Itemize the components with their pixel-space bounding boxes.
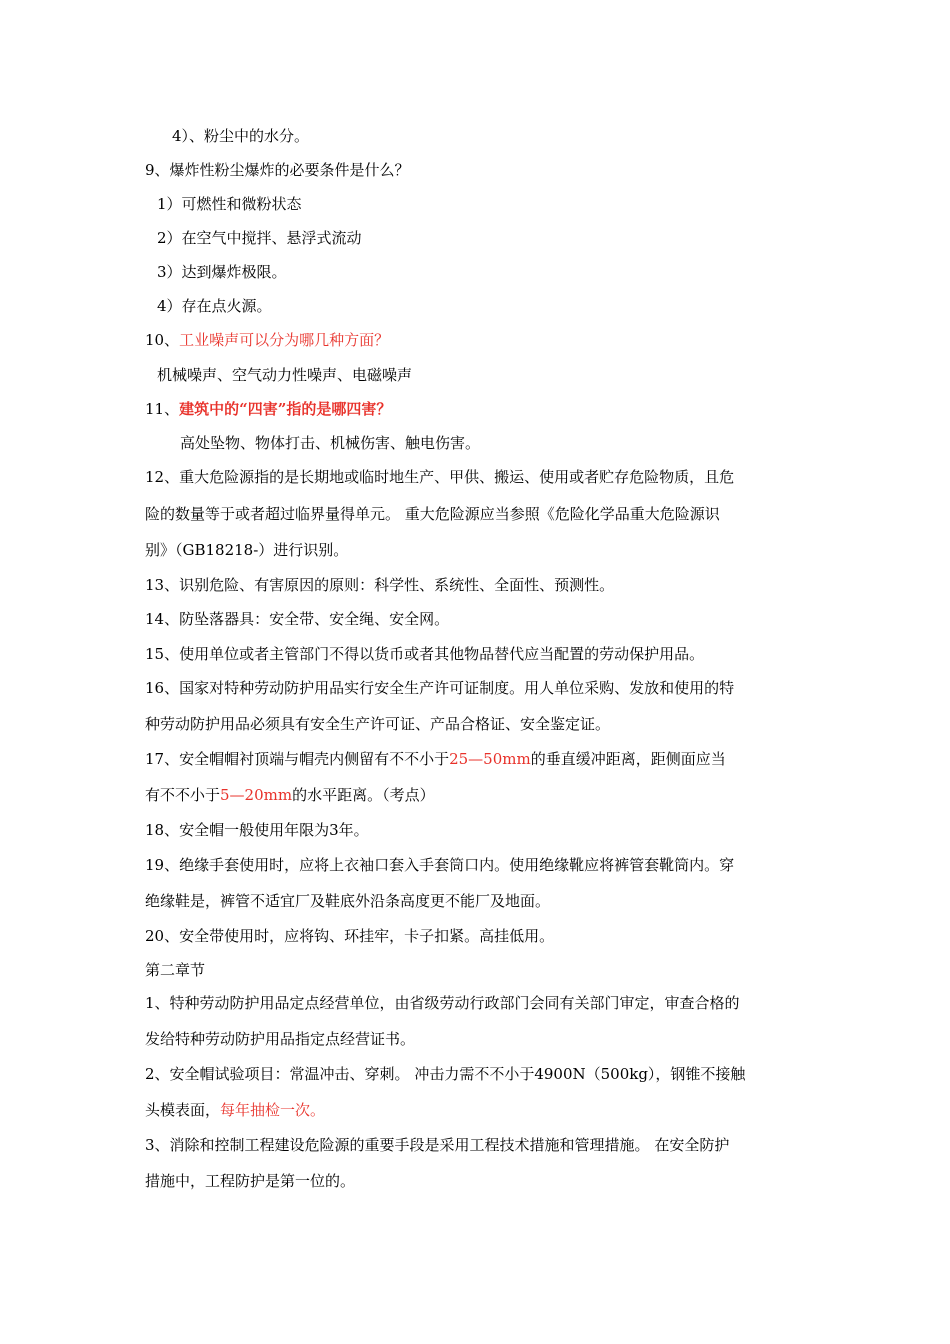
paragraph-line: 发给特种劳动防护用品指定点经营证书。 <box>145 1030 416 1048</box>
text-segment: 有不不小于 <box>145 786 221 804</box>
answer-line: 3）达到爆炸极限。 <box>157 263 287 281</box>
highlighted-value: 25—50mm <box>449 750 531 768</box>
paragraph-line: 措施中，工程防护是第一位的。 <box>145 1172 356 1190</box>
highlighted-question: 工业噪声可以分为哪几种方面？ <box>179 331 390 349</box>
paragraph-line: 20、安全带使用时，应将钩、环挂牢，卡子扣紧。高挂低用。 <box>145 927 555 945</box>
text-segment: 头模表面， <box>145 1101 221 1119</box>
highlighted-question: 建筑中的“四害”指的是哪四害？ <box>179 400 392 418</box>
answer-line: 4）存在点火源。 <box>157 297 272 315</box>
text-segment: 的垂直缓冲距离，距侧面应当 <box>530 750 726 768</box>
paragraph-line: 14、防坠落器具：安全带、安全绳、安全网。 <box>145 610 450 628</box>
question-line <box>145 399 391 419</box>
paragraph-line: 绝缘鞋是，裤管不适宜厂及鞋底外沿条高度更不能厂及地面。 <box>145 892 551 910</box>
highlighted-value: 5—20mm <box>220 786 293 804</box>
answer-line: 4）、粉尘中的水分。 <box>172 127 310 145</box>
paragraph-line: 19、绝缘手套使用时，应将上衣袖口套入手套筒口内。使用绝缘靴应将裤管套靴筒内。穿 <box>145 856 735 874</box>
item-number: 11、 <box>145 400 180 418</box>
paragraph-line: 1、特种劳动防护用品定点经营单位，由省级劳动行政部门会同有关部门审定，审查合格的 <box>145 994 740 1012</box>
answer-line: 机械噪声、空气动力性噪声、电磁噪声 <box>157 366 413 384</box>
paragraph-line: 18、安全帽一般使用年限为3年。 <box>145 821 369 839</box>
paragraph-line: 16、国家对特种劳动防护用品实行安全生产许可证制度。用人单位采购、发放和使用的特 <box>145 679 735 697</box>
paragraph-line: 别》（GB18218-）进行识别。 <box>145 541 349 559</box>
highlighted-value: 每年抽检一次。 <box>220 1101 326 1119</box>
paragraph-line: 15、使用单位或者主管部门不得以货币或者其他物品替代应当配置的劳动保护用品。 <box>145 645 705 663</box>
answer-line: 2）在空气中搅拌、悬浮式流动 <box>157 229 362 247</box>
item-number: 10、 <box>145 331 180 349</box>
section-heading: 第二章节 <box>145 961 206 979</box>
paragraph-line <box>145 785 435 805</box>
paragraph-line: 12、重大危险源指的是长期地或临时地生产、甲供、搬运、使用或者贮存危险物质，且危 <box>145 468 735 486</box>
paragraph-line: 13、识别危险、有害原因的原则：科学性、系统性、全面性、预测性。 <box>145 576 615 594</box>
text-segment: 17、安全帽帽衬顶端与帽壳内侧留有不不小于 <box>145 750 450 768</box>
answer-line: 高处坠物、物体打击、机械伤害、触电伤害。 <box>180 434 481 452</box>
paragraph-line <box>145 749 726 769</box>
question-line <box>145 330 389 350</box>
answer-line: 1）可燃性和微粉状态 <box>157 195 302 213</box>
paragraph-line: 种劳动防护用品必须具有安全生产许可证、产品合格证、安全鉴定证。 <box>145 715 611 733</box>
paragraph-line: 险的数量等于或者超过临界量得单元。 重大危险源应当参照《危险化学品重大危险源识 <box>145 505 720 523</box>
text-segment: 的水平距离。（考点） <box>292 786 435 804</box>
paragraph-line: 3、消除和控制工程建设危险源的重要手段是采用工程技术措施和管理措施。 在安全防护 <box>145 1136 730 1154</box>
question-line: 9、爆炸性粉尘爆炸的必要条件是什么？ <box>145 161 410 179</box>
paragraph-line: 2、安全帽试验项目：常温冲击、穿刺。 冲击力需不不小于4900N（500kg），钢锥不接触 <box>145 1065 746 1083</box>
paragraph-line <box>145 1100 325 1120</box>
